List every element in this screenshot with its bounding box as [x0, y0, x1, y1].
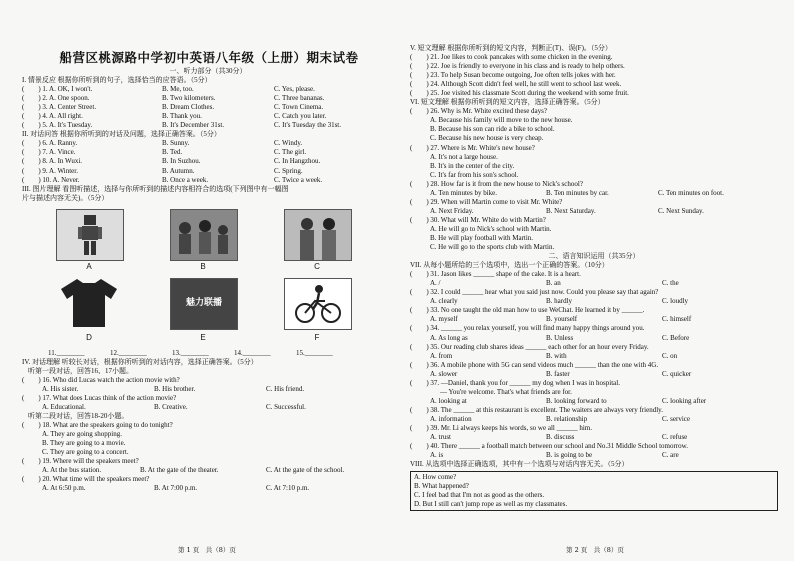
- crowd-scene-icon: [171, 210, 237, 260]
- question-28: ( ) 28. How far is it from the new house to Nick's school?: [410, 179, 583, 188]
- option-37c[interactable]: C. looking after: [662, 396, 707, 405]
- option-33a[interactable]: A. myself: [430, 315, 458, 324]
- question-20: ( ) 20. What time will the speakers meet?: [22, 475, 150, 484]
- question-30: ( ) 30. What will Mr. White do with Martin?: [410, 215, 546, 224]
- question-33-options: [410, 315, 778, 324]
- section-2-item-8-col-0: ( ) 8. A. In Wuxi.: [22, 157, 83, 166]
- section-2-items: [22, 139, 394, 184]
- section-2-item-8-col-1[interactable]: B. In Suzhou.: [162, 157, 201, 166]
- two-women-icon: [285, 210, 351, 260]
- question-40: ( ) 40. There ______ a football match between our school and No.31 Middle School tomorrow.: [410, 442, 688, 451]
- question-34-options: [410, 334, 778, 343]
- question-37: ( ) 37. —Daniel, thank you for ______ my dog when I was in hospital.: [410, 378, 620, 387]
- section-5-item-23: ( ) 23. To help Susan become outgoing, Joe often tells jokes with her.: [410, 71, 616, 80]
- options-box: [410, 471, 778, 511]
- answer-blank-11[interactable]: 11.________: [48, 348, 85, 357]
- section-1-item-4-col-2[interactable]: C. Catch you later.: [274, 112, 327, 121]
- picture-label-f: F: [314, 332, 320, 342]
- answer-blank-13[interactable]: 13.________: [172, 348, 209, 357]
- answer-blank-14[interactable]: 14.________: [234, 348, 271, 357]
- question-16-options: [22, 385, 394, 394]
- question-17-options: [22, 403, 394, 412]
- question-19-options: [22, 466, 394, 475]
- option-16b[interactable]: B. His brother.: [154, 384, 196, 393]
- question-31-options: [410, 279, 778, 288]
- option-33c[interactable]: C. himself: [662, 315, 692, 324]
- option-26c[interactable]: C. Because his new house is very cheap.: [430, 134, 544, 143]
- section-5-item-22: ( ) 22. Joe is friendly to everyone in his class and is ready to help others.: [410, 62, 625, 71]
- section-2-item-7-col-2[interactable]: C. The girl.: [274, 148, 307, 157]
- section-1-item-3-col-0: ( ) 3. A. Center Street.: [22, 103, 97, 112]
- picture-b: [170, 209, 238, 261]
- section-3-heading: III. 图片理解 看图听描述，选择与你所听到的描述内容相符合的选项(下列图中有一幅图: [22, 184, 289, 193]
- option-17b[interactable]: B. Creative.: [154, 402, 188, 411]
- answer-blanks-row: [22, 349, 394, 358]
- section-1-item-1-col-2[interactable]: C. Yes, please.: [274, 85, 315, 94]
- option-17c[interactable]: C. Successful.: [266, 402, 306, 411]
- question-26: ( ) 26. Why is Mr. White excited these days?: [410, 107, 547, 116]
- option-36c[interactable]: C. quicker: [662, 369, 692, 378]
- option-27a[interactable]: A. It's not a large house.: [430, 152, 498, 161]
- section-2-item-10-col-2[interactable]: C. Twice a week.: [274, 175, 323, 184]
- section-1-item-1-col-0: ( ) 1. A. OK, I won't.: [22, 85, 93, 94]
- section-5-items: [410, 53, 778, 98]
- question-37-reply: — You're welcome. That's what friends are for.: [440, 387, 572, 396]
- question-35: ( ) 35. Our reading club shares ideas ______ each other for an hour every Friday.: [410, 342, 649, 351]
- option-16a[interactable]: A. His sister.: [42, 384, 79, 393]
- section-1-item-3-row: [22, 103, 394, 112]
- section-3-heading-cont: 片与描述内容无关)。（5分）: [22, 193, 109, 202]
- section-1-item-2-col-1[interactable]: B. Two kilometers.: [162, 94, 216, 103]
- picture-grid: [22, 203, 394, 349]
- section-2-item-8-col-2[interactable]: C. In Hangzhou.: [274, 157, 321, 166]
- picture-label-b: B: [200, 261, 206, 271]
- section-2-item-7-col-1[interactable]: B. Ted.: [162, 148, 183, 157]
- option-35a[interactable]: A. from: [430, 351, 453, 360]
- option-35b[interactable]: B. with: [546, 351, 567, 360]
- question-39: ( ) 39. Mr. Li always keeps his words, so we all ______ him.: [410, 423, 592, 432]
- box-option-b: B. What happened?: [414, 482, 469, 491]
- box-option-c: C. I feel bad that I'm not as good as the others.: [414, 491, 545, 500]
- section-5-heading: V. 短文理解 根据你所听到的短文内容，判断正(T)、误(F)。（5分）: [410, 44, 612, 52]
- section-1-item-5-row: [22, 121, 394, 130]
- option-39c[interactable]: C. refuse: [662, 433, 688, 442]
- section-1-item-1-col-1[interactable]: B. Me, too.: [162, 85, 194, 94]
- option-20b[interactable]: B. At 7:00 p.m.: [154, 484, 198, 493]
- question-16: ( ) 16. Who did Lucas watch the action movie with?: [22, 375, 180, 384]
- picture-label-e: E: [200, 332, 206, 342]
- option-37a[interactable]: A. looking at: [430, 396, 467, 405]
- section-2-item-10-col-1[interactable]: B. Once a week.: [162, 175, 209, 184]
- section-5-item-24: ( ) 24. Although Scott didn't feel well, he still went to school last week.: [410, 80, 622, 89]
- robot-icon: [75, 213, 105, 257]
- option-16c[interactable]: C. His friend.: [266, 384, 305, 393]
- option-26b[interactable]: B. Because his son can ride a bike to school.: [430, 125, 555, 134]
- picture-e: [170, 278, 238, 330]
- section-1-item-4-col-0: ( ) 4. A. All right.: [22, 112, 83, 121]
- t-shirt-icon: [59, 278, 119, 328]
- option-40b[interactable]: B. is going to be: [546, 451, 593, 460]
- section-1-item-5-col-1[interactable]: B. It's December 31st.: [162, 121, 225, 130]
- question-36-options: [410, 370, 778, 379]
- option-17a[interactable]: A. Educational.: [42, 402, 86, 411]
- section-6-heading: VI. 短文理解 根据你所听到的短文内容，选择正确答案。（5分）: [410, 98, 605, 107]
- section-1-item-2-col-2[interactable]: C. Three bananas.: [274, 94, 325, 103]
- cyclist-icon: [285, 279, 351, 329]
- section-2-item-6-row: [22, 139, 394, 148]
- picture-d: [56, 278, 122, 328]
- section-2-item-6-col-0: ( ) 6. A. Ranny.: [22, 139, 78, 148]
- option-30a[interactable]: A. He will go to Nick's school with Martin.: [430, 224, 552, 233]
- option-40c[interactable]: C. are: [662, 451, 679, 460]
- option-27c[interactable]: C. It's far from his son's school.: [430, 170, 519, 179]
- section-2-item-9-col-0: ( ) 9. A. Winter.: [22, 166, 78, 175]
- option-32c[interactable]: C. loudly: [662, 297, 689, 306]
- option-35c[interactable]: C. on: [662, 351, 678, 360]
- question-17: ( ) 17. What does Lucas think of the action movie?: [22, 393, 177, 402]
- section-1-item-3-col-1[interactable]: B. Dream Clothes.: [162, 103, 215, 112]
- section-1-item-5-col-2[interactable]: C. It's Tuesday the 31st.: [274, 121, 341, 130]
- box-option-a: A. How come?: [414, 473, 457, 482]
- option-20c[interactable]: C. At 7:10 p.m.: [266, 484, 310, 493]
- option-38a[interactable]: A. information: [430, 414, 472, 423]
- option-40a[interactable]: A. is: [430, 451, 444, 460]
- option-26a[interactable]: A. Because his family will move to the new house.: [430, 116, 573, 125]
- option-37b[interactable]: B. looking forward to: [546, 396, 607, 405]
- option-34a[interactable]: A. As long as: [430, 333, 468, 342]
- box-option-d: D. But I still can't jump rope as well as my classmates.: [414, 500, 568, 509]
- picture-label-c: C: [314, 261, 320, 271]
- question-36: ( ) 36. A mobile phone with 5G can send videos much ______ than the one with 4G.: [410, 360, 659, 369]
- option-34b[interactable]: B. Unless: [546, 333, 574, 342]
- section-5-item-25: ( ) 25. Joe visited his classmate Scott during the weekend with some fruit.: [410, 89, 629, 98]
- question-40-options: [410, 451, 778, 460]
- question-34: ( ) 34. ______ you relax yourself, you will find many happy things around you.: [410, 324, 645, 333]
- option-34c[interactable]: C. Before: [662, 333, 690, 342]
- section-4-sub2: 听第二段对话，回答18-20小题。: [28, 412, 129, 421]
- option-32b[interactable]: B. hardly: [546, 297, 573, 306]
- right-column: [410, 44, 778, 511]
- question-38: ( ) 38. The ______ at this restaurant is excellent. The waiters are always very friendly.: [410, 405, 663, 414]
- picture-label-a: A: [86, 261, 92, 271]
- exam-title: 船营区桃源路中学初中英语八年级（上册）期末试卷: [59, 50, 359, 65]
- section-2-heading: II. 对话问答 根据你所听到的对话及问题，选择正确答案。（5分）: [22, 130, 221, 139]
- section-2-item-7-col-0: ( ) 7. A. Vince.: [22, 148, 76, 157]
- option-28c[interactable]: C. Ten minutes on foot.: [658, 188, 724, 197]
- question-35-options: [410, 352, 778, 361]
- option-29a[interactable]: A. Next Friday.: [430, 206, 474, 215]
- section-1-heading: I. 情景反应 根据你所听到的句子，选择恰当的应答语。（5分）: [22, 76, 212, 85]
- question-33: ( ) 33. No one taught the old man how to use WeChat. He learned it by ______.: [410, 306, 645, 315]
- question-28-options: [410, 189, 778, 198]
- option-31b[interactable]: B. an: [546, 279, 561, 288]
- option-30b[interactable]: B. He will play football with Martin.: [430, 233, 534, 242]
- option-36b[interactable]: B. faster: [546, 369, 570, 378]
- option-18b[interactable]: B. They are going to a movie.: [42, 439, 126, 448]
- option-31c[interactable]: C. the: [662, 279, 679, 288]
- option-27b[interactable]: B. It's in the center of the city.: [430, 161, 515, 170]
- section-1-items: [22, 85, 394, 130]
- question-19: ( ) 19. Where will the speakers meet?: [22, 457, 139, 466]
- option-18c[interactable]: C. They are going to a concert.: [42, 448, 129, 457]
- part2-heading: 二、语言知识运用（共35分）: [548, 252, 640, 261]
- section-1-item-2-row: [22, 94, 394, 103]
- section-2-item-10-col-0: ( ) 10. A. Never.: [22, 175, 80, 184]
- option-36a[interactable]: A. slower: [430, 369, 458, 378]
- question-39-options: [410, 433, 778, 442]
- option-32a[interactable]: A. clearly: [430, 297, 458, 306]
- tv-program-text: 魅力联播: [185, 298, 222, 309]
- section-2-item-8-row: [22, 157, 394, 166]
- option-29c[interactable]: C. Next Sunday.: [658, 206, 704, 215]
- option-19c[interactable]: C. At the gate of the school.: [266, 466, 345, 475]
- page-footer-left: 第 1 页 共（8）页: [178, 546, 236, 554]
- picture-c: [284, 209, 352, 261]
- option-29b[interactable]: B. Next Saturday.: [546, 206, 596, 215]
- option-28a[interactable]: A. Ten minutes by bike.: [430, 188, 498, 197]
- left-column: [22, 67, 394, 493]
- option-19a[interactable]: A. At the bus station.: [42, 466, 102, 475]
- section-2-item-9-row: [22, 167, 394, 176]
- section-7-heading: VII. 从每小题所给的三个选项中，选出一个正确的答案。（10分）: [410, 261, 609, 270]
- section-1-item-2-col-0: ( ) 2. A. One spoon.: [22, 94, 90, 103]
- section-2-item-9-col-2[interactable]: C. Spring.: [274, 166, 303, 175]
- answer-blank-12[interactable]: 12.________: [110, 348, 147, 357]
- option-38c[interactable]: C. service: [662, 414, 690, 423]
- option-19b[interactable]: B. At the gate of the theater.: [140, 466, 219, 475]
- question-20-options: [22, 484, 394, 493]
- option-30c[interactable]: C. He will go to the sports club with Martin.: [430, 243, 555, 252]
- option-18a[interactable]: A. They are going shopping.: [42, 430, 122, 439]
- section-1-item-5-col-0: ( ) 5. A. It's Tuesday.: [22, 121, 93, 130]
- question-18: ( ) 18. What are the speakers going to do tonight?: [22, 421, 173, 430]
- section-2-item-7-row: [22, 148, 394, 157]
- question-37-options: [410, 397, 778, 406]
- section-4-heading: IV. 对话理解 听较长对话，根据你所听到的对话内容，选择正确答案。（5分）: [22, 357, 258, 366]
- section-4-sub1: 听第一段对话，回答16、17小题。: [28, 366, 133, 375]
- option-31a[interactable]: A. /: [430, 279, 441, 288]
- question-29: ( ) 29. When will Martin come to visit Mr. White?: [410, 197, 563, 206]
- section-2-item-10-row: [22, 176, 394, 185]
- section-2-item-9-col-1[interactable]: B. Autumn.: [162, 166, 195, 175]
- question-32-options: [410, 297, 778, 306]
- section-2-item-6-col-1[interactable]: B. Sunny.: [162, 139, 190, 148]
- part1-heading: 一、听力部分（共30分）: [169, 67, 247, 75]
- option-39a[interactable]: A. trust: [430, 433, 451, 442]
- option-28b[interactable]: B. Ten minutes by car.: [546, 188, 609, 197]
- picture-f: [284, 278, 352, 330]
- question-32: ( ) 32. I could ______ hear what you said just now. Could you please say that again?: [410, 288, 659, 297]
- option-33b[interactable]: B. yourself: [546, 315, 578, 324]
- question-31: ( ) 31. Jason likes ______ shape of the cake. It is a heart.: [410, 270, 581, 279]
- section-1-item-3-col-2[interactable]: C. Town Cinema.: [274, 103, 324, 112]
- section-8-heading: VIII. 从选项中选择正确选项，其中有一个选项与对话内容无关。（5分）: [410, 460, 629, 469]
- answer-blank-15[interactable]: 15.________: [296, 348, 333, 357]
- option-20a[interactable]: A. At 6:50 p.m.: [42, 484, 86, 493]
- option-38b[interactable]: B. relationship: [546, 414, 588, 423]
- page-footer-right: 第 2 页 共（8）页: [566, 546, 624, 554]
- picture-label-d: D: [86, 332, 92, 342]
- section-1-item-1-row: [22, 85, 394, 94]
- section-1-item-4-row: [22, 112, 394, 121]
- question-38-options: [410, 415, 778, 424]
- question-27: ( ) 27. Where is Mr. White's new house?: [410, 143, 535, 152]
- section-1-item-4-col-1[interactable]: B. Thank you.: [162, 112, 202, 121]
- picture-a: [56, 209, 124, 261]
- question-29-options: [410, 207, 778, 216]
- section-2-item-6-col-2[interactable]: C. Windy.: [274, 139, 303, 148]
- section-5-item-21: ( ) 21. Joe likes to cook pancakes with some chicken in the evening.: [410, 53, 613, 62]
- option-39b[interactable]: B. discuss: [546, 433, 575, 442]
